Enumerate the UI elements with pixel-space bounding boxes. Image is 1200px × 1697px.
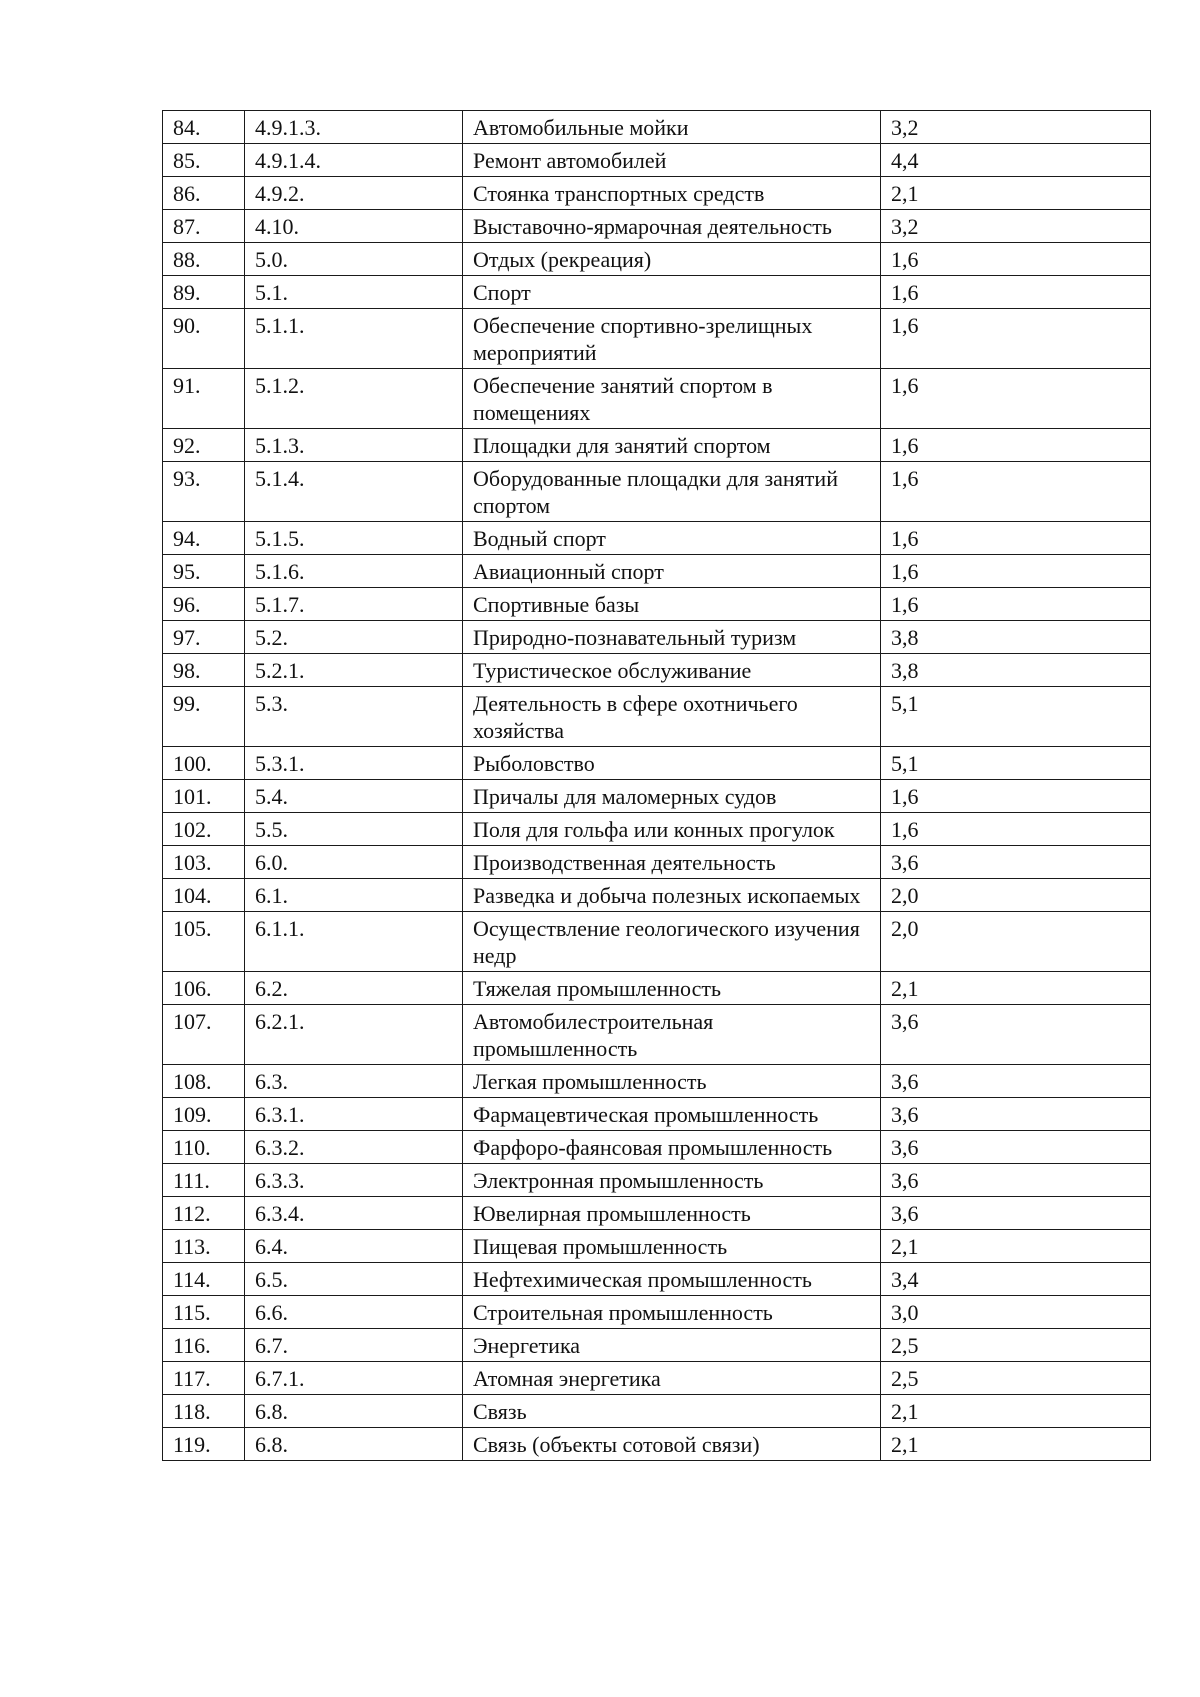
activity-name-cell: Причалы для маломерных судов [463,780,881,813]
activity-name-cell: Строительная промышленность [463,1296,881,1329]
code-cell: 6.8. [245,1395,463,1428]
coefficient-cell: 3,6 [881,846,1151,879]
coefficient-cell: 2,1 [881,177,1151,210]
coefficient-cell: 5,1 [881,687,1151,747]
row-number-cell: 84. [163,111,245,144]
code-cell: 6.2.1. [245,1005,463,1065]
activity-name-cell: Атомная энергетика [463,1362,881,1395]
table-row [163,429,1151,462]
table-body [163,111,1151,1461]
activity-name-cell: Разведка и добыча полезных ископаемых [463,879,881,912]
coefficient-cell: 1,6 [881,522,1151,555]
code-cell: 4.10. [245,210,463,243]
table-row [163,111,1151,144]
activity-name-cell: Деятельность в сфере охотничьего хозяйства [463,687,881,747]
activity-name-cell: Электронная промышленность [463,1164,881,1197]
table-row [163,462,1151,522]
table-row [163,813,1151,846]
coefficient-cell: 3,0 [881,1296,1151,1329]
activity-name-cell: Легкая промышленность [463,1065,881,1098]
table-row [163,1005,1151,1065]
code-cell: 5.4. [245,780,463,813]
row-number-cell: 114. [163,1263,245,1296]
row-number-cell: 93. [163,462,245,522]
row-number-cell: 103. [163,846,245,879]
coefficient-cell: 3,2 [881,111,1151,144]
activity-name-cell: Пищевая промышленность [463,1230,881,1263]
row-number-cell: 111. [163,1164,245,1197]
coefficient-cell: 1,6 [881,813,1151,846]
coefficient-cell: 2,1 [881,1230,1151,1263]
code-cell: 4.9.1.4. [245,144,463,177]
activity-name-cell: Фармацевтическая промышленность [463,1098,881,1131]
coefficient-cell: 3,6 [881,1098,1151,1131]
row-number-cell: 98. [163,654,245,687]
table-row [163,144,1151,177]
code-cell: 5.2. [245,621,463,654]
row-number-cell: 110. [163,1131,245,1164]
coefficient-cell: 1,6 [881,780,1151,813]
code-cell: 5.0. [245,243,463,276]
table-row [163,309,1151,369]
code-cell: 5.1.1. [245,309,463,369]
table-row [163,654,1151,687]
activity-name-cell: Водный спорт [463,522,881,555]
table-row [163,1296,1151,1329]
coefficient-cell: 1,6 [881,243,1151,276]
table-row [163,1197,1151,1230]
table-row [163,1329,1151,1362]
row-number-cell: 96. [163,588,245,621]
row-number-cell: 90. [163,309,245,369]
activity-name-cell: Автомобилестроительная промышленность [463,1005,881,1065]
activity-name-cell: Обеспечение спортивно-зрелищных мероприятий [463,309,881,369]
activity-name-cell: Обеспечение занятий спортом в помещениях [463,369,881,429]
row-number-cell: 112. [163,1197,245,1230]
activity-name-cell: Туристическое обслуживание [463,654,881,687]
activity-name-cell: Осуществление геологического изучения недр [463,912,881,972]
table-row [163,1362,1151,1395]
code-cell: 6.3.2. [245,1131,463,1164]
code-cell: 4.9.2. [245,177,463,210]
coefficient-cell: 2,1 [881,1428,1151,1461]
coefficient-cell: 3,2 [881,210,1151,243]
row-number-cell: 106. [163,972,245,1005]
row-number-cell: 101. [163,780,245,813]
activity-name-cell: Ремонт автомобилей [463,144,881,177]
code-cell: 6.1. [245,879,463,912]
table-row [163,1164,1151,1197]
code-cell: 4.9.1.3. [245,111,463,144]
row-number-cell: 97. [163,621,245,654]
coefficient-cell: 4,4 [881,144,1151,177]
activity-name-cell: Спортивные базы [463,588,881,621]
coefficient-cell: 3,6 [881,1065,1151,1098]
table-row [163,846,1151,879]
row-number-cell: 108. [163,1065,245,1098]
row-number-cell: 95. [163,555,245,588]
activity-name-cell: Отдых (рекреация) [463,243,881,276]
land-use-coefficient-table [162,110,1151,1461]
coefficient-cell: 5,1 [881,747,1151,780]
activity-name-cell: Производственная деятельность [463,846,881,879]
row-number-cell: 113. [163,1230,245,1263]
coefficient-cell: 3,8 [881,621,1151,654]
code-cell: 6.7. [245,1329,463,1362]
table-row [163,687,1151,747]
table-row [163,1230,1151,1263]
code-cell: 5.2.1. [245,654,463,687]
coefficient-cell: 1,6 [881,462,1151,522]
table-row [163,747,1151,780]
table-row [163,369,1151,429]
code-cell: 6.7.1. [245,1362,463,1395]
activity-name-cell: Связь [463,1395,881,1428]
table-row [163,780,1151,813]
activity-name-cell: Связь (объекты сотовой связи) [463,1428,881,1461]
coefficient-cell: 2,0 [881,912,1151,972]
table-row [163,276,1151,309]
table-row [163,621,1151,654]
code-cell: 5.1.6. [245,555,463,588]
row-number-cell: 105. [163,912,245,972]
table-row [163,243,1151,276]
activity-name-cell: Спорт [463,276,881,309]
activity-name-cell: Поля для гольфа или конных прогулок [463,813,881,846]
row-number-cell: 86. [163,177,245,210]
table-row [163,1428,1151,1461]
row-number-cell: 92. [163,429,245,462]
coefficient-cell: 3,6 [881,1131,1151,1164]
table-row [163,912,1151,972]
table-row [163,972,1151,1005]
row-number-cell: 99. [163,687,245,747]
table-row [163,1065,1151,1098]
code-cell: 5.1.7. [245,588,463,621]
table-row [163,555,1151,588]
code-cell: 5.1.2. [245,369,463,429]
activity-name-cell: Природно-познавательный туризм [463,621,881,654]
row-number-cell: 109. [163,1098,245,1131]
row-number-cell: 94. [163,522,245,555]
code-cell: 6.4. [245,1230,463,1263]
code-cell: 6.2. [245,972,463,1005]
row-number-cell: 100. [163,747,245,780]
row-number-cell: 119. [163,1428,245,1461]
code-cell: 6.3.4. [245,1197,463,1230]
activity-name-cell: Рыболовство [463,747,881,780]
coefficient-cell: 2,0 [881,879,1151,912]
coefficient-cell: 2,5 [881,1329,1151,1362]
activity-name-cell: Тяжелая промышленность [463,972,881,1005]
coefficient-cell: 2,1 [881,1395,1151,1428]
row-number-cell: 118. [163,1395,245,1428]
code-cell: 6.1.1. [245,912,463,972]
row-number-cell: 89. [163,276,245,309]
coefficient-cell: 2,1 [881,972,1151,1005]
code-cell: 6.6. [245,1296,463,1329]
code-cell: 6.3. [245,1065,463,1098]
coefficient-cell: 3,4 [881,1263,1151,1296]
coefficient-cell: 1,6 [881,429,1151,462]
code-cell: 6.3.3. [245,1164,463,1197]
activity-name-cell: Авиационный спорт [463,555,881,588]
activity-name-cell: Автомобильные мойки [463,111,881,144]
table-row [163,588,1151,621]
table-row [163,522,1151,555]
activity-name-cell: Площадки для занятий спортом [463,429,881,462]
coefficient-cell: 3,6 [881,1197,1151,1230]
activity-name-cell: Нефтехимическая промышленность [463,1263,881,1296]
table-row [163,1395,1151,1428]
activity-name-cell: Выставочно-ярмарочная деятельность [463,210,881,243]
code-cell: 6.5. [245,1263,463,1296]
coefficient-cell: 2,5 [881,1362,1151,1395]
row-number-cell: 107. [163,1005,245,1065]
code-cell: 5.1.4. [245,462,463,522]
table-row [163,177,1151,210]
code-cell: 5.5. [245,813,463,846]
table-row [163,210,1151,243]
coefficient-cell: 1,6 [881,276,1151,309]
row-number-cell: 85. [163,144,245,177]
code-cell: 6.0. [245,846,463,879]
activity-name-cell: Фарфоро-фаянсовая промышленность [463,1131,881,1164]
code-cell: 5.3.1. [245,747,463,780]
code-cell: 5.3. [245,687,463,747]
activity-name-cell: Оборудованные площадки для занятий спортом [463,462,881,522]
activity-name-cell: Энергетика [463,1329,881,1362]
row-number-cell: 91. [163,369,245,429]
row-number-cell: 116. [163,1329,245,1362]
coefficient-cell: 3,6 [881,1005,1151,1065]
table-row [163,1131,1151,1164]
row-number-cell: 102. [163,813,245,846]
row-number-cell: 115. [163,1296,245,1329]
code-cell: 6.3.1. [245,1098,463,1131]
coefficient-cell: 1,6 [881,369,1151,429]
row-number-cell: 104. [163,879,245,912]
code-cell: 5.1.5. [245,522,463,555]
table-row [163,879,1151,912]
row-number-cell: 88. [163,243,245,276]
code-cell: 5.1.3. [245,429,463,462]
row-number-cell: 87. [163,210,245,243]
coefficient-cell: 1,6 [881,588,1151,621]
coefficient-cell: 3,6 [881,1164,1151,1197]
activity-name-cell: Стоянка транспортных средств [463,177,881,210]
table-row [163,1263,1151,1296]
coefficient-cell: 3,8 [881,654,1151,687]
coefficient-cell: 1,6 [881,309,1151,369]
code-cell: 6.8. [245,1428,463,1461]
row-number-cell: 117. [163,1362,245,1395]
coefficient-cell: 1,6 [881,555,1151,588]
table-row [163,1098,1151,1131]
activity-name-cell: Ювелирная промышленность [463,1197,881,1230]
code-cell: 5.1. [245,276,463,309]
